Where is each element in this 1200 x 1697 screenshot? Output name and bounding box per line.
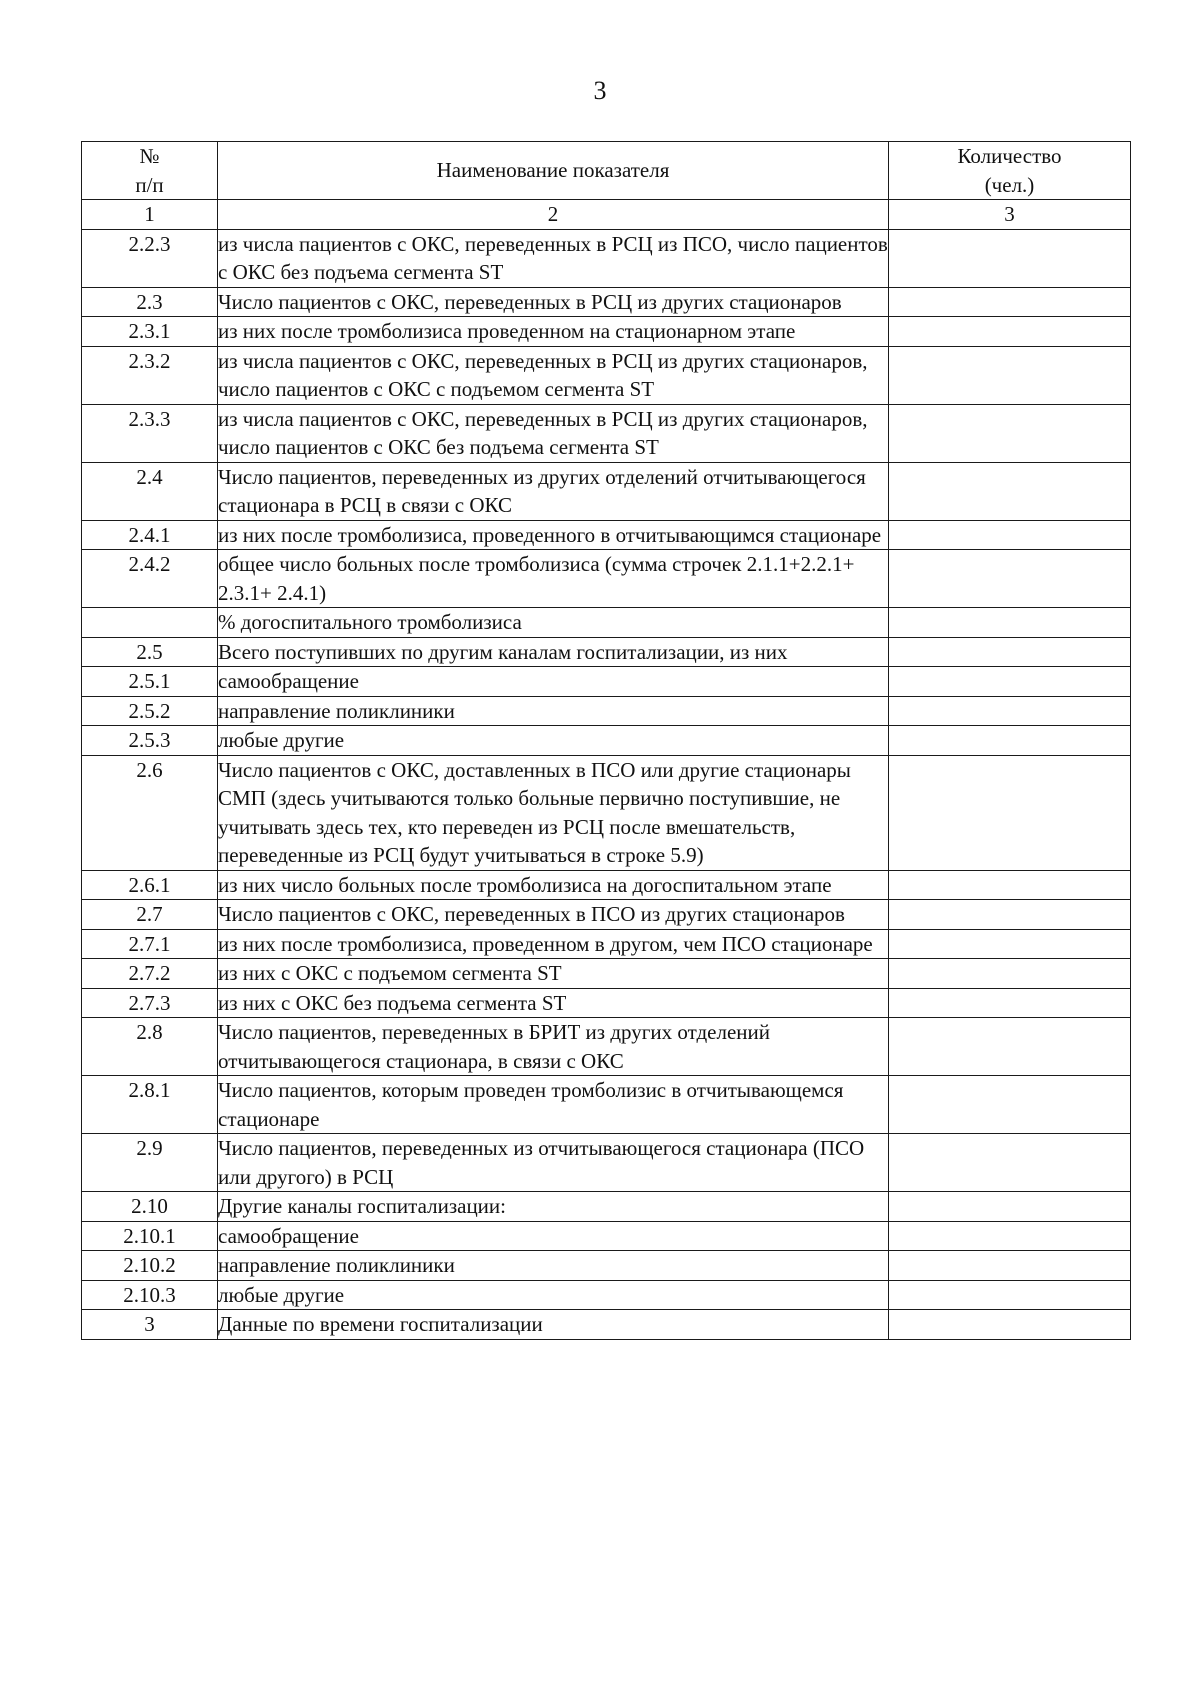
row-quantity[interactable] <box>889 1076 1131 1134</box>
row-number: 2.5.2 <box>82 696 218 726</box>
row-indicator-name: Число пациентов с ОКС, переведенных в ПСО из других стационаров <box>218 900 889 930</box>
row-indicator-name: из них число больных после тромболизиса на догоспитальном этапе <box>218 870 889 900</box>
row-indicator-name: Число пациентов, которым проведен тромболизис в отчитывающемся стационаре <box>218 1076 889 1134</box>
row-indicator-name: Число пациентов с ОКС, доставленных в ПСО или другие стационары СМП (здесь учитываются только больные первично поступившие, не учитывать здесь тех, кто переведен из РСЦ после вмешательств, переведенные из РСЦ будут учитываться в строке 5.9) <box>218 755 889 870</box>
row-number: 2.10 <box>82 1192 218 1222</box>
row-number: 2.10.2 <box>82 1251 218 1281</box>
row-number: 2.7.3 <box>82 988 218 1018</box>
table-row <box>82 637 1131 667</box>
table-row <box>82 929 1131 959</box>
header-number-pp: п/п <box>135 172 164 197</box>
row-quantity[interactable] <box>889 726 1131 756</box>
table-row <box>82 1280 1131 1310</box>
row-indicator-name: Другие каналы госпитализации: <box>218 1192 889 1222</box>
header-number-sign: № <box>139 144 160 168</box>
column-number-1: 1 <box>82 200 218 230</box>
column-numbers-row <box>82 200 1131 230</box>
table-row <box>82 696 1131 726</box>
row-indicator-name: Число пациентов, переведенных из других отделений отчитывающегося стационара в РСЦ в связи с ОКС <box>218 462 889 520</box>
table-row <box>82 1221 1131 1251</box>
row-indicator-name: самообращение <box>218 1221 889 1251</box>
table-row <box>82 287 1131 317</box>
row-quantity[interactable] <box>889 1134 1131 1192</box>
row-quantity[interactable] <box>889 287 1131 317</box>
row-indicator-name: из них после тромболизиса, проведенного в отчитывающимся стационаре <box>218 520 889 550</box>
table-row <box>82 900 1131 930</box>
row-quantity[interactable] <box>889 696 1131 726</box>
row-indicator-name: направление поликлиники <box>218 696 889 726</box>
table-row <box>82 1251 1131 1281</box>
table-row <box>82 404 1131 462</box>
row-number: 2.3.3 <box>82 404 218 462</box>
row-quantity[interactable] <box>889 637 1131 667</box>
table-row <box>82 726 1131 756</box>
column-number-2: 2 <box>218 200 889 230</box>
row-number: 2.4.2 <box>82 550 218 608</box>
table-row <box>82 1134 1131 1192</box>
header-quantity-label: Количество <box>957 144 1062 168</box>
row-indicator-name: из них с ОКС с подъемом сегмента ST <box>218 959 889 989</box>
row-quantity[interactable] <box>889 900 1131 930</box>
row-indicator-name: общее число больных после тромболизиса (сумма строчек 2.1.1+2.2.1+ 2.3.1+ 2.4.1) <box>218 550 889 608</box>
row-indicator-name: из них после тромболизиса проведенном на стационарном этапе <box>218 317 889 347</box>
indicators-table <box>81 141 1131 1340</box>
row-number: 2.7.2 <box>82 959 218 989</box>
row-quantity[interactable] <box>889 462 1131 520</box>
row-quantity[interactable] <box>889 959 1131 989</box>
row-number: 2.3 <box>82 287 218 317</box>
row-quantity[interactable] <box>889 755 1131 870</box>
row-quantity[interactable] <box>889 870 1131 900</box>
table-header-row <box>82 142 1131 200</box>
row-indicator-name: из них после тромболизиса, проведенном в другом, чем ПСО стационаре <box>218 929 889 959</box>
row-indicator-name: % догоспитального тромболизиса <box>218 608 889 638</box>
row-quantity[interactable] <box>889 608 1131 638</box>
row-number: 2.8.1 <box>82 1076 218 1134</box>
row-indicator-name: самообращение <box>218 667 889 697</box>
page-number: 3 <box>593 76 607 105</box>
row-quantity[interactable] <box>889 667 1131 697</box>
row-number: 2.4 <box>82 462 218 520</box>
table-row <box>82 667 1131 697</box>
row-number: 2.10.3 <box>82 1280 218 1310</box>
table-row <box>82 1076 1131 1134</box>
row-indicator-name: из числа пациентов с ОКС, переведенных в РСЦ из других стационаров, число пациентов с ОКС без подъема сегмента ST <box>218 404 889 462</box>
header-number <box>82 142 218 200</box>
row-number: 2.3.1 <box>82 317 218 347</box>
row-indicator-name: из них с ОКС без подъема сегмента ST <box>218 988 889 1018</box>
row-indicator-name: Число пациентов, переведенных из отчитывающегося стационара (ПСО или другого) в РСЦ <box>218 1134 889 1192</box>
row-quantity[interactable] <box>889 1018 1131 1076</box>
table-row <box>82 870 1131 900</box>
row-number: 2.7.1 <box>82 929 218 959</box>
row-indicator-name: Всего поступивших по другим каналам госпитализации, из них <box>218 637 889 667</box>
row-indicator-name: из числа пациентов с ОКС, переведенных в РСЦ из ПСО, число пациентов с ОКС без подъема сегмента ST <box>218 229 889 287</box>
row-number: 2.5.3 <box>82 726 218 756</box>
row-quantity[interactable] <box>889 929 1131 959</box>
table-row <box>82 1018 1131 1076</box>
row-quantity[interactable] <box>889 229 1131 287</box>
row-quantity[interactable] <box>889 317 1131 347</box>
row-quantity[interactable] <box>889 988 1131 1018</box>
table-row <box>82 317 1131 347</box>
table-row <box>82 520 1131 550</box>
row-indicator-name: Число пациентов, переведенных в БРИТ из других отделений отчитывающегося стационара, в связи с ОКС <box>218 1018 889 1076</box>
table-row <box>82 229 1131 287</box>
header-quantity <box>889 142 1131 200</box>
table-row <box>82 1310 1131 1340</box>
table-body <box>82 200 1131 1340</box>
row-quantity[interactable] <box>889 1221 1131 1251</box>
row-quantity[interactable] <box>889 1280 1131 1310</box>
table-row <box>82 462 1131 520</box>
row-indicator-name: Число пациентов с ОКС, переведенных в РСЦ из других стационаров <box>218 287 889 317</box>
table-row <box>82 755 1131 870</box>
row-number: 2.9 <box>82 1134 218 1192</box>
column-number-3: 3 <box>889 200 1131 230</box>
row-quantity[interactable] <box>889 1251 1131 1281</box>
row-quantity[interactable] <box>889 346 1131 404</box>
row-quantity[interactable] <box>889 520 1131 550</box>
table-row <box>82 550 1131 608</box>
row-number <box>82 608 218 638</box>
row-indicator-name: любые другие <box>218 1280 889 1310</box>
row-indicator-name: из числа пациентов с ОКС, переведенных в РСЦ из других стационаров, число пациентов с ОКС с подъемом сегмента ST <box>218 346 889 404</box>
table-row <box>82 988 1131 1018</box>
table-row <box>82 959 1131 989</box>
table-row <box>82 1192 1131 1222</box>
row-quantity[interactable] <box>889 1310 1131 1340</box>
header-quantity-unit: (чел.) <box>984 172 1035 197</box>
row-indicator-name: любые другие <box>218 726 889 756</box>
row-indicator-name: направление поликлиники <box>218 1251 889 1281</box>
row-number: 2.4.1 <box>82 520 218 550</box>
header-indicator-name: Наименование показателя <box>218 142 889 200</box>
row-quantity[interactable] <box>889 550 1131 608</box>
row-number: 3 <box>82 1310 218 1340</box>
row-number: 2.2.3 <box>82 229 218 287</box>
row-number: 2.7 <box>82 900 218 930</box>
row-number: 2.10.1 <box>82 1221 218 1251</box>
row-number: 2.3.2 <box>82 346 218 404</box>
row-number: 2.6.1 <box>82 870 218 900</box>
row-number: 2.8 <box>82 1018 218 1076</box>
row-quantity[interactable] <box>889 404 1131 462</box>
row-number: 2.5 <box>82 637 218 667</box>
table-row <box>82 346 1131 404</box>
table-row <box>82 608 1131 638</box>
row-quantity[interactable] <box>889 1192 1131 1222</box>
row-number: 2.6 <box>82 755 218 870</box>
row-indicator-name: Данные по времени госпитализации <box>218 1310 889 1340</box>
row-number: 2.5.1 <box>82 667 218 697</box>
